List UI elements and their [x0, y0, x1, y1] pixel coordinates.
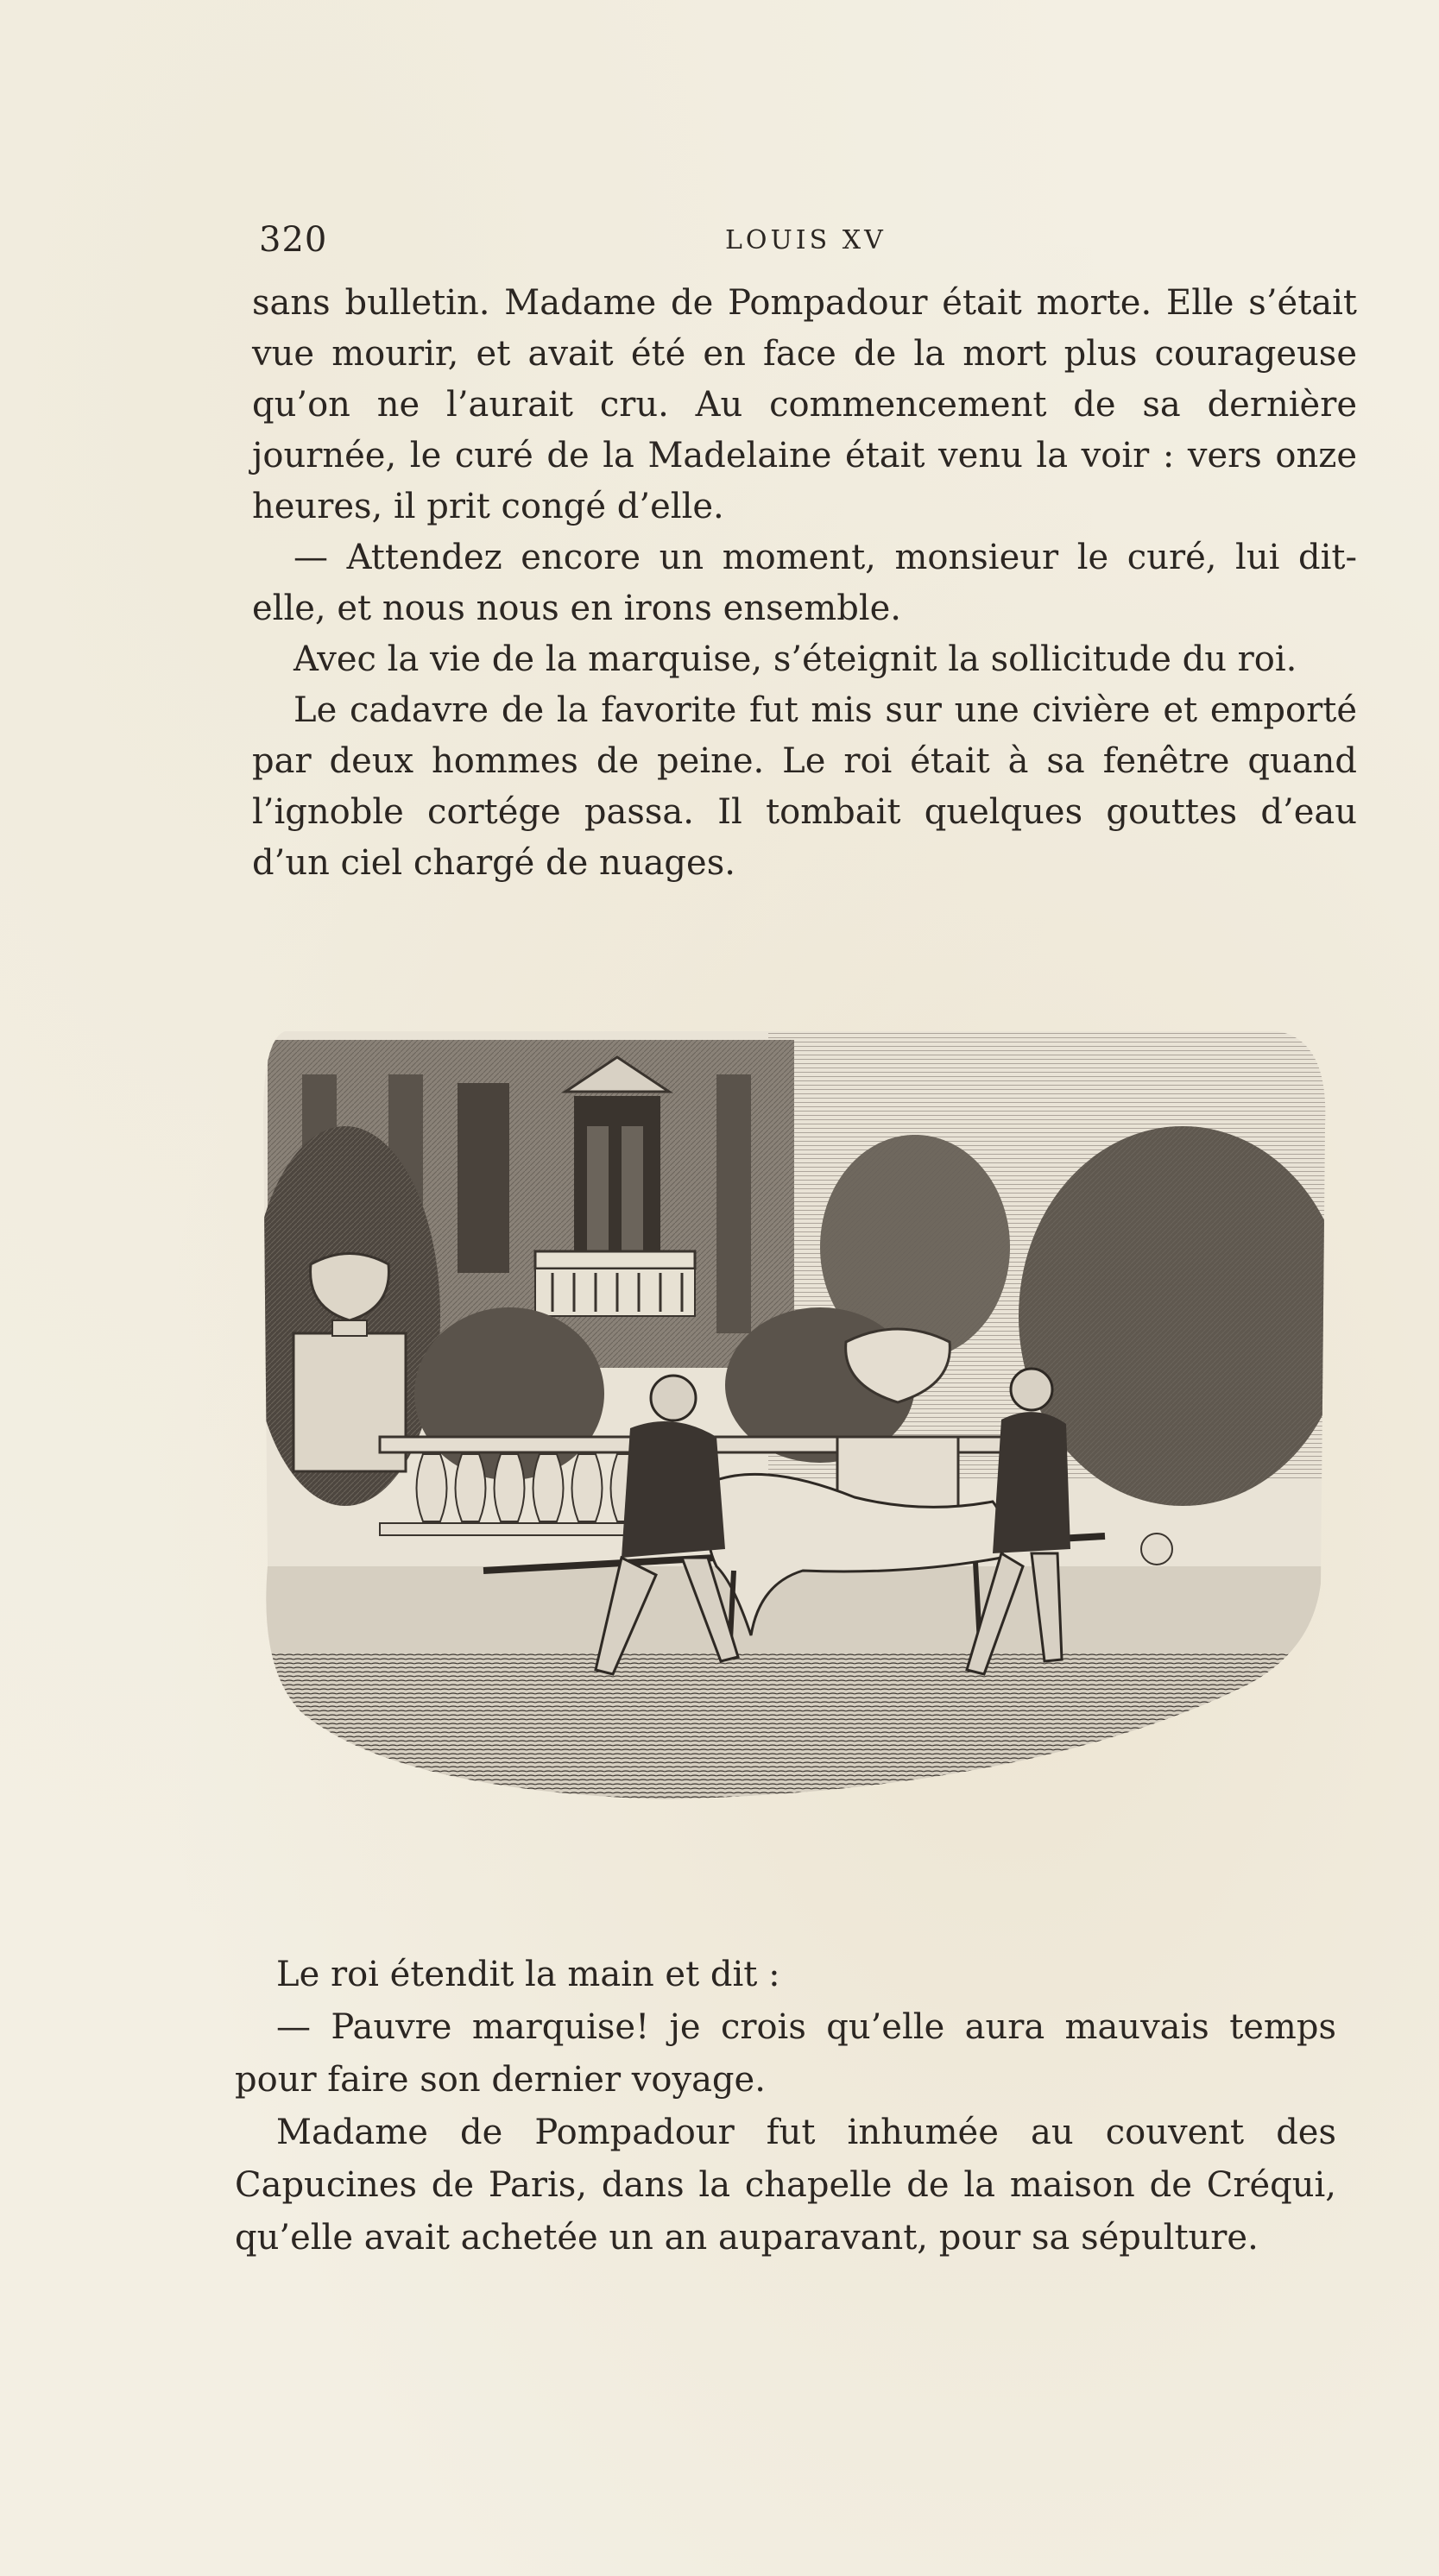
paragraph: Le cadavre de la favorite fut mis sur une civière et emporté par deux hommes de peine. Le roi était à sa fenêtre quand l’ignoble cortége passa. Il tombait quelques gouttes d’eau d’un ciel chargé de nuages.	[252, 690, 1357, 883]
body-text-bottom	[235, 1949, 1336, 2264]
engraving-illustration	[250, 1031, 1338, 1804]
paragraph: Madame de Pompadour fut inhumée au couvent des Capucines de Paris, dans la chapelle de la maison de Créqui, qu’elle avait achetée un an auparavant, pour sa sépulture.	[235, 2113, 1336, 2258]
paragraph: — Attendez encore un moment, monsieur le curé, lui dit-elle, et nous nous en irons ensemble.	[252, 538, 1357, 628]
paragraph: sans bulletin. Madame de Pompadour était morte. Elle s’était vue mourir, et avait été en face de la mort plus courageuse qu’on ne l’aurait cru. Au commencement de sa dernière journée, le curé de la Madelaine était venu la voir : vers onze heures, il prit congé d’elle.	[252, 283, 1357, 526]
paragraph: Le roi étendit la main et dit :	[276, 1955, 780, 1994]
running-head	[259, 220, 1131, 263]
running-title: LOUIS XV	[725, 225, 887, 255]
body-text-top	[252, 278, 1357, 889]
paragraph: — Pauvre marquise! je crois qu’elle aura mauvais temps pour faire son dernier voyage.	[235, 2007, 1336, 2100]
paragraph: Avec la vie de la marquise, s’éteignit la sollicitude du roi.	[293, 639, 1297, 679]
page-number: 320	[259, 220, 328, 260]
